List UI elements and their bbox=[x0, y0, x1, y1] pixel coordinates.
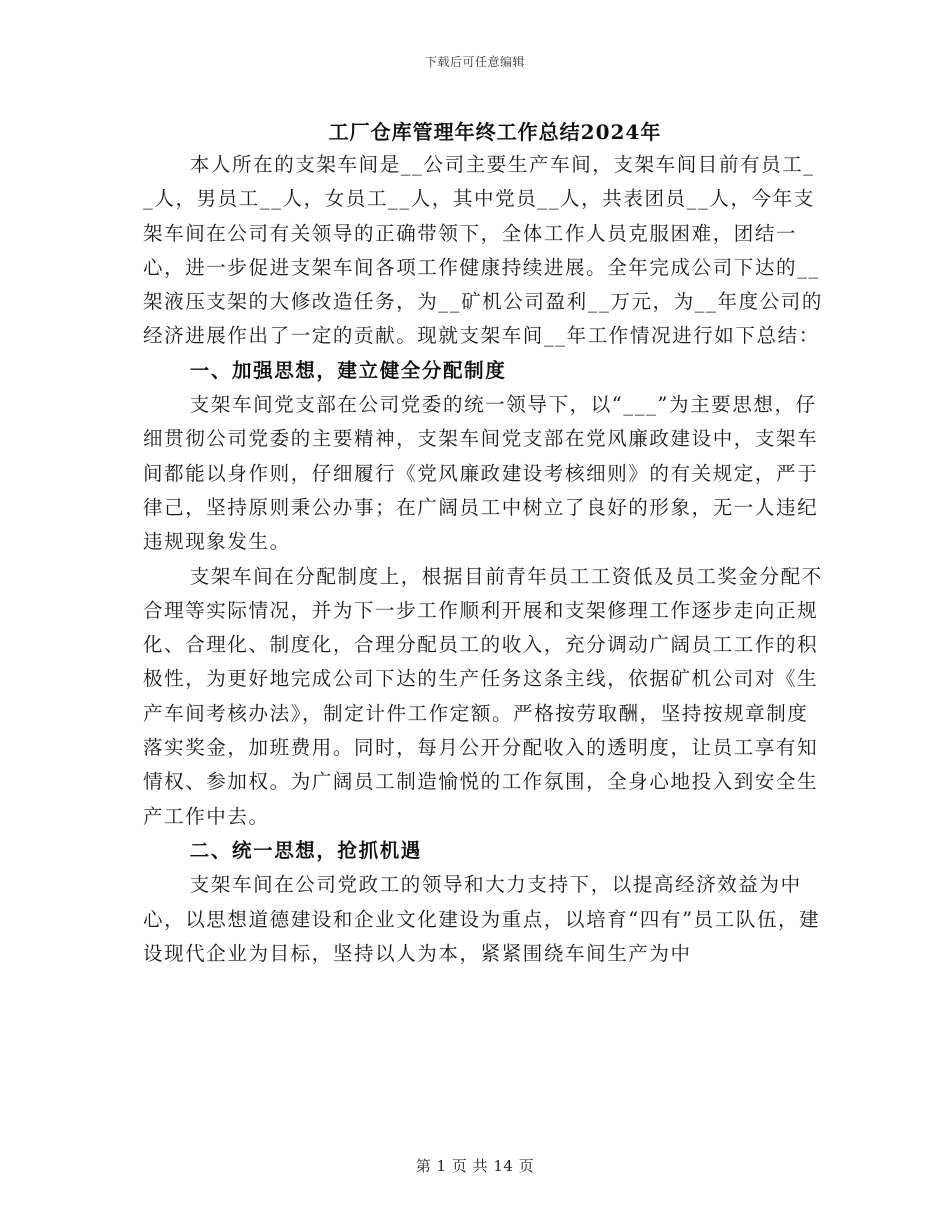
paragraph-section1-b: 支架车间在分配制度上，根据目前青年员工工资低及员工奖金分配不合理等实际情况，并为下一步工作顺利开展和支架修理工作逐步走向正规化、合理化、制度化，合理分配员工的收入，充分调动广阔员工工作的积极性，为更好地完成公司下达的生产任务这条主线，依据矿机公司对《生产车间考核办法》，制定计件工作定额。严格按劳取酬，坚持按规章制度落实奖金，加班费用。同时，每月公开分配收入的透明度，让员工享有知情权、参加权。为广阔员工制造愉悦的工作氛围，全身心地投入到安全生产工作中去。 bbox=[143, 564, 823, 828]
document-title: 工厂仓库管理年终工作总结2024年 bbox=[328, 120, 662, 144]
document-body bbox=[143, 148, 823, 971]
header-note: 下载后可任意编辑 bbox=[424, 55, 525, 69]
section-heading-1: 一、加强思想，建立健全分配制度 bbox=[189, 358, 507, 382]
paragraph-section2-a: 支架车间在公司党政工的领导和大力支持下，以提高经济效益为中心，以思想道德建设和企业文化建设为重点，以培育“四有”员工队伍，建设现代企业为目标，坚持以人为本，紧紧围绕车间生产为中 bbox=[143, 873, 821, 965]
paragraph-section1-a: 支架车间党支部在公司党委的统一领导下，以“___”为主要思想，仔细贯彻公司党委的主要精神，支架车间党支部在党风廉政建设中，支架车间都能以身作则，仔细履行《党风廉政建设考核细则》的有关规定，严于律己，坚持原则秉公办事；在广阔员工中树立了良好的形象，无一人违纪违规现象发生。 bbox=[143, 393, 819, 554]
page-number: 第 1 页 共 14 页 bbox=[415, 1157, 535, 1175]
paragraph-intro: 本人所在的支架车间是__公司主要生产车间，支架车间目前有员工__人，男员工__人，女员工__人，其中党员__人，共表团员__人，今年支架车间在公司有关领导的正确带领下，全体工作人员克服困难，团结一心，进一步促进支架车间各项工作健康持续进展。全年完成公司下达的__架液压支架的大修改造任务，为__矿机公司盈利__万元，为__年度公司的经济进展作出了一定的贡献。现就支架车间__年工作情况进行如下总结： bbox=[143, 153, 824, 348]
section-heading-2: 二、统一思想，抢抓机遇 bbox=[189, 838, 422, 862]
